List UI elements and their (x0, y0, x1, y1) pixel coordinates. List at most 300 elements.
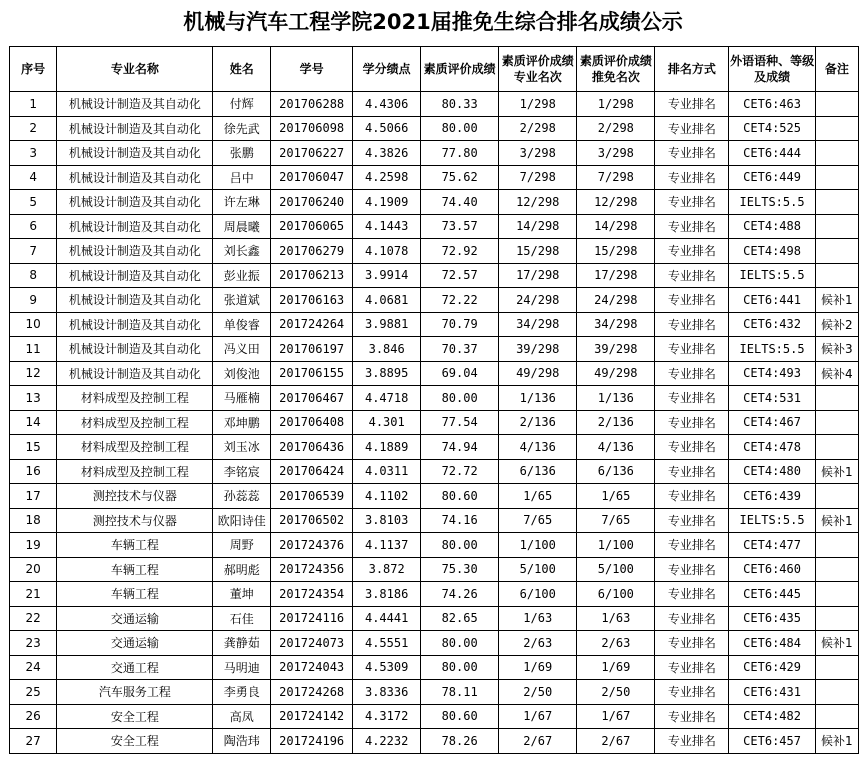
cell-language: CET4:478 (729, 435, 815, 460)
cell-major-rank: 6/136 (499, 459, 577, 484)
cell-major-rank: 24/298 (499, 288, 577, 313)
cell-name: 刘长鑫 (213, 239, 271, 264)
cell-remark (815, 239, 858, 264)
cell-name: 陶浩玮 (213, 729, 271, 754)
cell-gpa: 3.872 (353, 557, 421, 582)
cell-index: 3 (10, 141, 57, 166)
cell-quality-score: 72.57 (421, 263, 499, 288)
page-title: 机械与汽车工程学院2021届推免生综合排名成绩公示 (183, 10, 683, 34)
cell-major-rank: 1/69 (499, 655, 577, 680)
cell-remark (815, 165, 858, 190)
cell-student-id: 201724356 (271, 557, 353, 582)
cell-major: 汽车服务工程 (57, 680, 213, 705)
cell-rank-method: 专业排名 (655, 386, 729, 411)
cell-name: 李勇良 (213, 680, 271, 705)
cell-index: 15 (10, 435, 57, 460)
cell-name: 张鹏 (213, 141, 271, 166)
cell-index: 14 (10, 410, 57, 435)
cell-student-id: 201706227 (271, 141, 353, 166)
cell-rank-method: 专业排名 (655, 263, 729, 288)
cell-gpa: 4.5551 (353, 631, 421, 656)
cell-name: 石佳 (213, 606, 271, 631)
cell-student-id: 201706213 (271, 263, 353, 288)
cell-language: CET6:484 (729, 631, 815, 656)
cell-remark: 候补2 (815, 312, 858, 337)
col-major-rank-header: 素质评价成绩专业名次 (499, 47, 577, 92)
table-row (10, 557, 859, 582)
table-row (10, 410, 859, 435)
cell-gpa: 4.4718 (353, 386, 421, 411)
cell-major: 机械设计制造及其自动化 (57, 165, 213, 190)
cell-quality-score: 80.00 (421, 386, 499, 411)
cell-quality-score: 72.72 (421, 459, 499, 484)
cell-quality-score: 69.04 (421, 361, 499, 386)
cell-major: 机械设计制造及其自动化 (57, 239, 213, 264)
cell-rank-method: 专业排名 (655, 606, 729, 631)
cell-remark: 候补1 (815, 459, 858, 484)
cell-language: IELTS:5.5 (729, 337, 815, 362)
cell-index: 13 (10, 386, 57, 411)
cell-student-id: 201706539 (271, 484, 353, 509)
cell-recommend-rank: 4/136 (577, 435, 655, 460)
cell-major-rank: 17/298 (499, 263, 577, 288)
cell-major-rank: 3/298 (499, 141, 577, 166)
table-row (10, 288, 859, 313)
table-row (10, 116, 859, 141)
cell-recommend-rank: 15/298 (577, 239, 655, 264)
cell-gpa: 4.301 (353, 410, 421, 435)
cell-student-id: 201724116 (271, 606, 353, 631)
cell-recommend-rank: 2/67 (577, 729, 655, 754)
cell-index: 21 (10, 582, 57, 607)
cell-name: 邓坤鹏 (213, 410, 271, 435)
cell-major-rank: 2/50 (499, 680, 577, 705)
cell-remark (815, 116, 858, 141)
cell-index: 11 (10, 337, 57, 362)
cell-student-id: 201724264 (271, 312, 353, 337)
cell-major: 材料成型及控制工程 (57, 410, 213, 435)
cell-index: 19 (10, 533, 57, 558)
table-row (10, 214, 859, 239)
cell-major-rank: 1/67 (499, 704, 577, 729)
col-index-header: 序号 (10, 47, 57, 92)
cell-major-rank: 1/63 (499, 606, 577, 631)
cell-gpa: 4.0681 (353, 288, 421, 313)
table-row (10, 533, 859, 558)
cell-gpa: 4.4306 (353, 92, 421, 117)
cell-remark (815, 386, 858, 411)
cell-index: 16 (10, 459, 57, 484)
table-row (10, 606, 859, 631)
cell-language: CET6:429 (729, 655, 815, 680)
cell-quality-score: 74.40 (421, 190, 499, 215)
cell-remark (815, 704, 858, 729)
cell-index: 5 (10, 190, 57, 215)
cell-major: 机械设计制造及其自动化 (57, 190, 213, 215)
cell-recommend-rank: 6/100 (577, 582, 655, 607)
cell-major: 安全工程 (57, 704, 213, 729)
cell-major: 机械设计制造及其自动化 (57, 263, 213, 288)
cell-rank-method: 专业排名 (655, 337, 729, 362)
cell-index: 6 (10, 214, 57, 239)
cell-name: 单俊睿 (213, 312, 271, 337)
table-row (10, 582, 859, 607)
cell-student-id: 201706163 (271, 288, 353, 313)
table-row (10, 239, 859, 264)
cell-gpa: 4.1078 (353, 239, 421, 264)
cell-rank-method: 专业排名 (655, 459, 729, 484)
cell-rank-method: 专业排名 (655, 655, 729, 680)
cell-language: CET4:525 (729, 116, 815, 141)
cell-remark (815, 655, 858, 680)
cell-quality-score: 77.80 (421, 141, 499, 166)
cell-recommend-rank: 39/298 (577, 337, 655, 362)
cell-remark (815, 606, 858, 631)
cell-student-id: 201724043 (271, 655, 353, 680)
cell-major-rank: 1/65 (499, 484, 577, 509)
cell-name: 周野 (213, 533, 271, 558)
cell-remark: 候补1 (815, 508, 858, 533)
cell-major-rank: 1/136 (499, 386, 577, 411)
cell-quality-score: 72.92 (421, 239, 499, 264)
cell-major-rank: 7/65 (499, 508, 577, 533)
cell-quality-score: 77.54 (421, 410, 499, 435)
cell-rank-method: 专业排名 (655, 410, 729, 435)
cell-index: 8 (10, 263, 57, 288)
cell-major-rank: 7/298 (499, 165, 577, 190)
cell-remark (815, 410, 858, 435)
cell-name: 马明迪 (213, 655, 271, 680)
cell-name: 付辉 (213, 92, 271, 117)
cell-quality-score: 78.11 (421, 680, 499, 705)
cell-gpa: 4.2598 (353, 165, 421, 190)
cell-name: 欧阳诗佳 (213, 508, 271, 533)
cell-recommend-rank: 14/298 (577, 214, 655, 239)
cell-quality-score: 72.22 (421, 288, 499, 313)
cell-rank-method: 专业排名 (655, 704, 729, 729)
cell-major-rank: 2/298 (499, 116, 577, 141)
cell-language: CET6:435 (729, 606, 815, 631)
cell-index: 25 (10, 680, 57, 705)
cell-student-id: 201706424 (271, 459, 353, 484)
cell-remark (815, 435, 858, 460)
cell-quality-score: 70.79 (421, 312, 499, 337)
cell-student-id: 201706288 (271, 92, 353, 117)
cell-student-id: 201706279 (271, 239, 353, 264)
table-row (10, 190, 859, 215)
cell-gpa: 3.9914 (353, 263, 421, 288)
cell-language: CET6:445 (729, 582, 815, 607)
cell-language: IELTS:5.5 (729, 508, 815, 533)
cell-major-rank: 12/298 (499, 190, 577, 215)
cell-name: 高凤 (213, 704, 271, 729)
cell-student-id: 201706408 (271, 410, 353, 435)
cell-quality-score: 74.16 (421, 508, 499, 533)
cell-remark (815, 263, 858, 288)
cell-gpa: 4.1102 (353, 484, 421, 509)
cell-language: CET4:480 (729, 459, 815, 484)
cell-index: 4 (10, 165, 57, 190)
cell-student-id: 201724196 (271, 729, 353, 754)
cell-name: 马雁楠 (213, 386, 271, 411)
col-name-header: 姓名 (213, 47, 271, 92)
cell-language: CET6:463 (729, 92, 815, 117)
cell-student-id: 201706047 (271, 165, 353, 190)
cell-rank-method: 专业排名 (655, 484, 729, 509)
cell-language: CET6:431 (729, 680, 815, 705)
col-student-id-header: 学号 (271, 47, 353, 92)
cell-gpa: 4.4441 (353, 606, 421, 631)
cell-remark: 候补1 (815, 729, 858, 754)
cell-quality-score: 75.62 (421, 165, 499, 190)
cell-major: 测控技术与仪器 (57, 484, 213, 509)
cell-gpa: 4.1909 (353, 190, 421, 215)
cell-recommend-rank: 1/298 (577, 92, 655, 117)
cell-major: 材料成型及控制工程 (57, 435, 213, 460)
cell-recommend-rank: 17/298 (577, 263, 655, 288)
cell-name: 刘俊池 (213, 361, 271, 386)
cell-name: 吕中 (213, 165, 271, 190)
cell-quality-score: 73.57 (421, 214, 499, 239)
cell-name: 孙蕊蕊 (213, 484, 271, 509)
col-quality-score-header: 素质评价成绩 (421, 47, 499, 92)
cell-major: 车辆工程 (57, 533, 213, 558)
cell-language: CET6:457 (729, 729, 815, 754)
col-rank-method-header: 排名方式 (655, 47, 729, 92)
cell-name: 冯义田 (213, 337, 271, 362)
cell-remark: 候补4 (815, 361, 858, 386)
cell-recommend-rank: 7/298 (577, 165, 655, 190)
cell-major: 交通运输 (57, 631, 213, 656)
cell-gpa: 4.1443 (353, 214, 421, 239)
table-row (10, 92, 859, 117)
cell-remark (815, 190, 858, 215)
cell-remark: 候补1 (815, 631, 858, 656)
cell-quality-score: 74.26 (421, 582, 499, 607)
cell-major-rank: 4/136 (499, 435, 577, 460)
cell-name: 徐先武 (213, 116, 271, 141)
cell-major: 机械设计制造及其自动化 (57, 337, 213, 362)
cell-index: 27 (10, 729, 57, 754)
cell-name: 刘玉冰 (213, 435, 271, 460)
cell-language: CET6:444 (729, 141, 815, 166)
cell-language: CET4:493 (729, 361, 815, 386)
cell-gpa: 4.5066 (353, 116, 421, 141)
cell-major-rank: 49/298 (499, 361, 577, 386)
cell-student-id: 201706502 (271, 508, 353, 533)
cell-gpa: 3.8186 (353, 582, 421, 607)
cell-student-id: 201724354 (271, 582, 353, 607)
cell-gpa: 3.8103 (353, 508, 421, 533)
cell-index: 7 (10, 239, 57, 264)
table-row (10, 631, 859, 656)
col-recommend-rank-header: 素质评价成绩推免名次 (577, 47, 655, 92)
cell-rank-method: 专业排名 (655, 729, 729, 754)
cell-language: CET4:467 (729, 410, 815, 435)
cell-student-id: 201706098 (271, 116, 353, 141)
cell-major-rank: 34/298 (499, 312, 577, 337)
cell-rank-method: 专业排名 (655, 435, 729, 460)
cell-major: 机械设计制造及其自动化 (57, 214, 213, 239)
cell-major: 材料成型及控制工程 (57, 459, 213, 484)
col-language-header: 外语语种、等级及成绩 (729, 47, 815, 92)
cell-student-id: 201706065 (271, 214, 353, 239)
cell-recommend-rank: 1/69 (577, 655, 655, 680)
cell-name: 周晨曦 (213, 214, 271, 239)
cell-remark (815, 484, 858, 509)
cell-index: 24 (10, 655, 57, 680)
cell-major: 机械设计制造及其自动化 (57, 288, 213, 313)
cell-index: 10 (10, 312, 57, 337)
cell-quality-score: 80.00 (421, 116, 499, 141)
cell-rank-method: 专业排名 (655, 116, 729, 141)
cell-rank-method: 专业排名 (655, 92, 729, 117)
cell-gpa: 3.8895 (353, 361, 421, 386)
table-row (10, 484, 859, 509)
cell-rank-method: 专业排名 (655, 631, 729, 656)
cell-language: CET4:482 (729, 704, 815, 729)
cell-student-id: 201706240 (271, 190, 353, 215)
cell-rank-method: 专业排名 (655, 680, 729, 705)
cell-recommend-rank: 1/65 (577, 484, 655, 509)
cell-recommend-rank: 49/298 (577, 361, 655, 386)
cell-recommend-rank: 34/298 (577, 312, 655, 337)
cell-major-rank: 6/100 (499, 582, 577, 607)
table-row (10, 704, 859, 729)
cell-recommend-rank: 7/65 (577, 508, 655, 533)
cell-language: IELTS:5.5 (729, 190, 815, 215)
cell-name: 董坤 (213, 582, 271, 607)
cell-name: 许左琳 (213, 190, 271, 215)
cell-student-id: 201724073 (271, 631, 353, 656)
cell-major: 机械设计制造及其自动化 (57, 312, 213, 337)
table-row (10, 361, 859, 386)
cell-gpa: 3.9881 (353, 312, 421, 337)
cell-major: 安全工程 (57, 729, 213, 754)
cell-gpa: 4.3826 (353, 141, 421, 166)
cell-recommend-rank: 5/100 (577, 557, 655, 582)
cell-student-id: 201706467 (271, 386, 353, 411)
cell-rank-method: 专业排名 (655, 508, 729, 533)
table-row (10, 680, 859, 705)
cell-rank-method: 专业排名 (655, 557, 729, 582)
table-row (10, 141, 859, 166)
cell-quality-score: 80.60 (421, 704, 499, 729)
col-gpa-header: 学分绩点 (353, 47, 421, 92)
cell-major: 车辆工程 (57, 582, 213, 607)
cell-gpa: 4.5309 (353, 655, 421, 680)
cell-recommend-rank: 24/298 (577, 288, 655, 313)
cell-major-rank: 1/298 (499, 92, 577, 117)
cell-gpa: 4.1137 (353, 533, 421, 558)
cell-language: CET6:460 (729, 557, 815, 582)
cell-language: IELTS:5.5 (729, 263, 815, 288)
cell-recommend-rank: 12/298 (577, 190, 655, 215)
cell-major: 交通工程 (57, 655, 213, 680)
cell-student-id: 201724376 (271, 533, 353, 558)
cell-quality-score: 70.37 (421, 337, 499, 362)
cell-recommend-rank: 2/63 (577, 631, 655, 656)
cell-recommend-rank: 2/136 (577, 410, 655, 435)
cell-quality-score: 80.00 (421, 631, 499, 656)
cell-remark (815, 214, 858, 239)
cell-name: 彭业振 (213, 263, 271, 288)
cell-rank-method: 专业排名 (655, 141, 729, 166)
cell-major-rank: 2/63 (499, 631, 577, 656)
cell-student-id: 201706197 (271, 337, 353, 362)
cell-major: 测控技术与仪器 (57, 508, 213, 533)
cell-index: 18 (10, 508, 57, 533)
cell-rank-method: 专业排名 (655, 361, 729, 386)
cell-major: 机械设计制造及其自动化 (57, 92, 213, 117)
cell-gpa: 4.1889 (353, 435, 421, 460)
cell-quality-score: 74.94 (421, 435, 499, 460)
table-row (10, 165, 859, 190)
cell-quality-score: 80.00 (421, 655, 499, 680)
cell-recommend-rank: 2/298 (577, 116, 655, 141)
cell-language: CET4:477 (729, 533, 815, 558)
cell-index: 17 (10, 484, 57, 509)
cell-rank-method: 专业排名 (655, 582, 729, 607)
cell-rank-method: 专业排名 (655, 190, 729, 215)
cell-quality-score: 80.00 (421, 533, 499, 558)
ranking-table (9, 46, 859, 754)
cell-rank-method: 专业排名 (655, 239, 729, 264)
cell-remark (815, 557, 858, 582)
cell-major-rank: 39/298 (499, 337, 577, 362)
cell-language: CET6:432 (729, 312, 815, 337)
cell-index: 22 (10, 606, 57, 631)
cell-major-rank: 2/67 (499, 729, 577, 754)
table-row (10, 337, 859, 362)
cell-remark (815, 582, 858, 607)
cell-remark: 候补3 (815, 337, 858, 362)
cell-student-id: 201724142 (271, 704, 353, 729)
cell-language: CET6:441 (729, 288, 815, 313)
col-major-header: 专业名称 (57, 47, 213, 92)
cell-gpa: 3.8336 (353, 680, 421, 705)
cell-student-id: 201706155 (271, 361, 353, 386)
cell-quality-score: 75.30 (421, 557, 499, 582)
cell-remark (815, 92, 858, 117)
cell-gpa: 4.2232 (353, 729, 421, 754)
cell-major-rank: 14/298 (499, 214, 577, 239)
header-row (10, 47, 859, 92)
cell-quality-score: 80.60 (421, 484, 499, 509)
cell-name: 郝明彪 (213, 557, 271, 582)
cell-remark (815, 141, 858, 166)
cell-language: CET6:439 (729, 484, 815, 509)
table-row (10, 312, 859, 337)
cell-major: 材料成型及控制工程 (57, 386, 213, 411)
table-row (10, 729, 859, 754)
cell-index: 26 (10, 704, 57, 729)
cell-name: 张道斌 (213, 288, 271, 313)
cell-quality-score: 78.26 (421, 729, 499, 754)
cell-rank-method: 专业排名 (655, 214, 729, 239)
cell-major-rank: 1/100 (499, 533, 577, 558)
cell-index: 9 (10, 288, 57, 313)
cell-index: 12 (10, 361, 57, 386)
cell-language: CET4:488 (729, 214, 815, 239)
cell-recommend-rank: 6/136 (577, 459, 655, 484)
cell-recommend-rank: 3/298 (577, 141, 655, 166)
cell-rank-method: 专业排名 (655, 312, 729, 337)
table-row (10, 386, 859, 411)
cell-index: 1 (10, 92, 57, 117)
cell-major-rank: 5/100 (499, 557, 577, 582)
cell-rank-method: 专业排名 (655, 165, 729, 190)
